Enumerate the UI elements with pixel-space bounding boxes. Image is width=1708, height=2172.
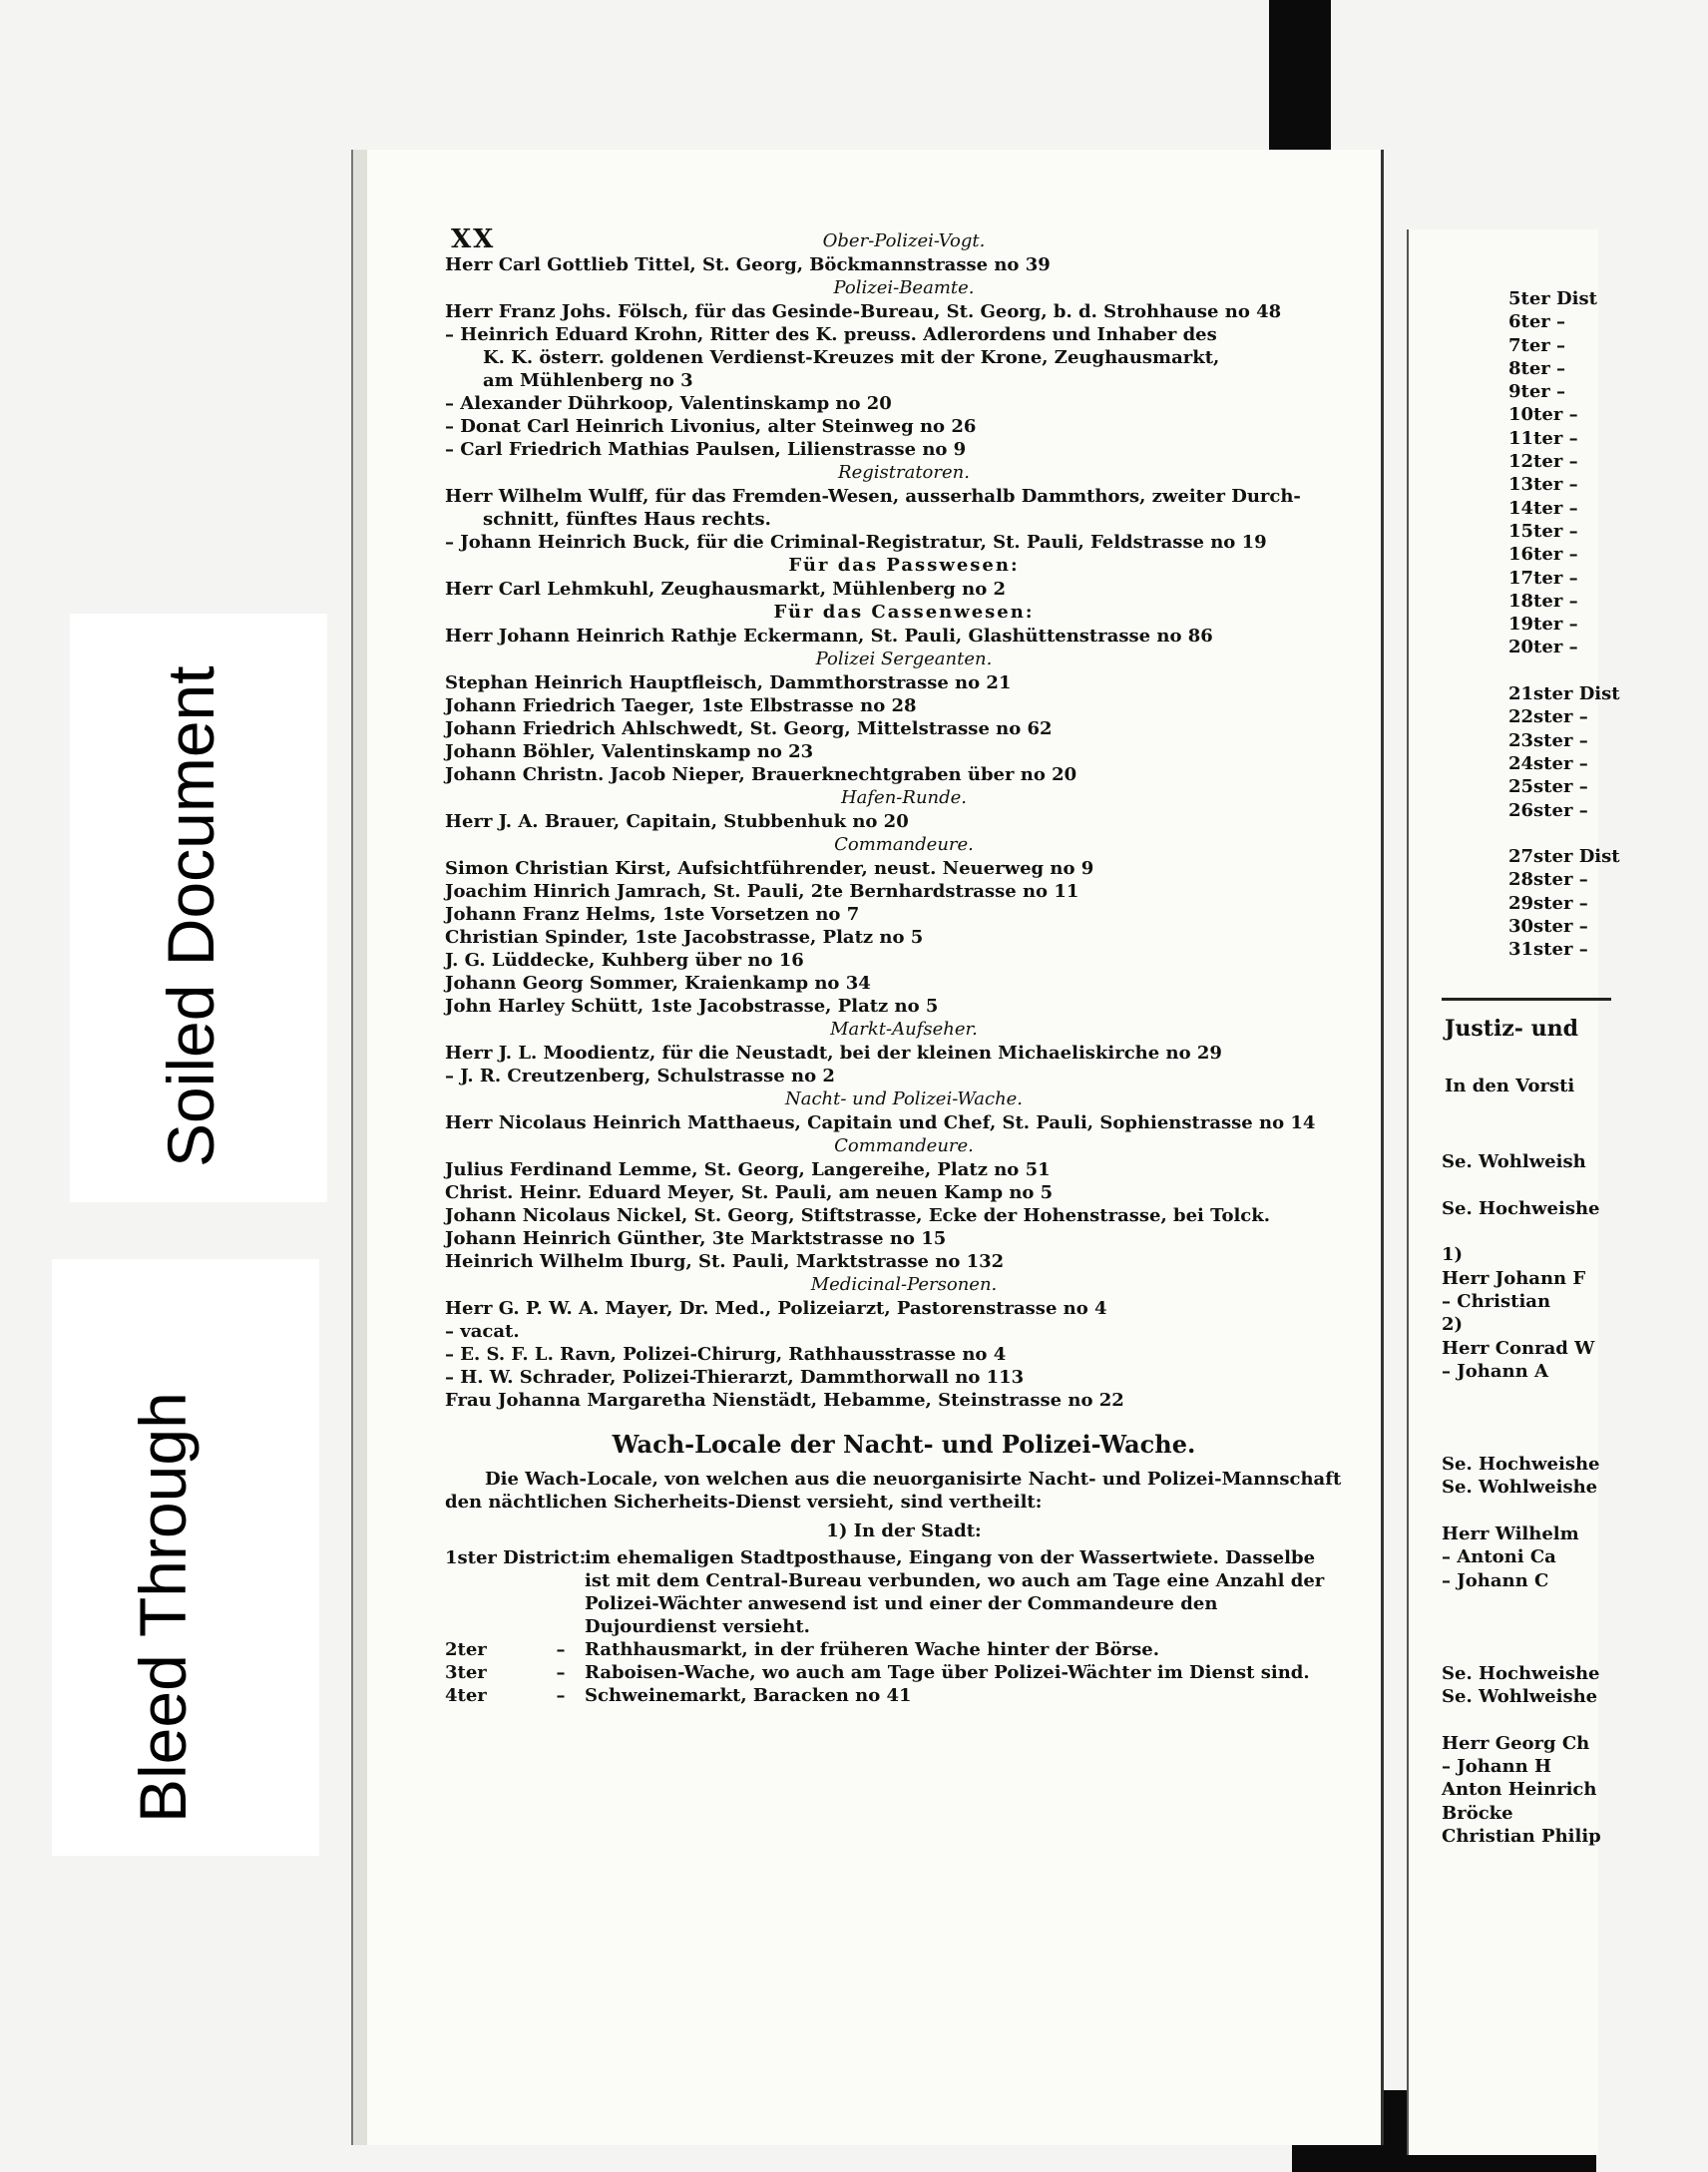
entry-list [445, 229, 1363, 1412]
facing-entry-line: Herr Wilhelm [1442, 1523, 1579, 1545]
facing-district-line: 20ter – [1508, 637, 1578, 658]
facing-entry-line: Anton Heinrich [1442, 1779, 1597, 1801]
page-content [445, 229, 1363, 1707]
bleed-through-label-box [52, 1259, 319, 1856]
facing-entry-line [1442, 1708, 1641, 1731]
section-intro: Die Wach-Locale, von welchen aus die neuorganisirte Nacht- und Polizei-Mannschaft den nächtlichen Sicherheits-Dienst versieht, sind vertheilt: [445, 1469, 1342, 1513]
entry-line: – Donat Carl Heinrich Livonius, alter Steinweg no 26 [445, 416, 977, 437]
entry-line: – E. S. F. L. Ravn, Polizei-Chirurg, Rathhausstrasse no 4 [445, 1344, 1007, 1365]
entry-line: Herr Carl Lehmkuhl, Zeughausmarkt, Mühlenberg no 2 [445, 579, 1007, 600]
soiled-document-label: Soiled Document [154, 665, 227, 1167]
facing-district-line: 15ter – [1508, 520, 1578, 542]
facing-district-line: 10ter – [1508, 404, 1578, 426]
district-name: 4ter [445, 1685, 487, 1706]
facing-entry-line [1442, 1639, 1641, 1662]
entry-line: Herr J. A. Brauer, Capitain, Stubbenhuk no 20 [445, 811, 909, 832]
section-heading: Registratoren. [838, 462, 970, 483]
facing-entry-line: Bröcke [1442, 1802, 1513, 1824]
district-name: 2ter [445, 1639, 487, 1660]
section-heading: Polizei-Beamte. [833, 277, 975, 298]
facing-entry-line [1442, 1430, 1641, 1453]
facing-district-line: 16ter – [1508, 544, 1578, 566]
facing-entry-line [1442, 1220, 1641, 1243]
facing-district-line: 6ter – [1508, 311, 1566, 333]
section-heading: Für das Cassenwesen: [773, 602, 1035, 623]
facing-entry-line [1442, 1407, 1641, 1430]
district-location: Rathhausmarkt, in der früheren Wache hinter der Börse. [585, 1639, 1159, 1660]
district-dash: – [556, 1685, 566, 1706]
entry-line: Johann Heinrich Günther, 3te Marktstrasse no 15 [445, 1228, 947, 1249]
facing-entry-line: Herr Conrad W [1442, 1337, 1595, 1359]
facing-entry-line: Se. Hochweishe [1442, 1197, 1600, 1219]
entry-line: – Carl Friedrich Mathias Paulsen, Lilienstrasse no 9 [445, 439, 967, 460]
facing-district-line: 25ster – [1508, 776, 1588, 798]
entry-line: Herr J. L. Moodientz, für die Neustadt, bei der kleinen Michaeliskirche no 29 [445, 1043, 1222, 1064]
facing-entry-line [1442, 1383, 1641, 1406]
entry-line: Herr Nicolaus Heinrich Matthaeus, Capitain und Chef, St. Pauli, Sophienstrasse no 14 [445, 1112, 1316, 1133]
facing-entry-line [1442, 1615, 1641, 1638]
entry-line: – Alexander Dührkoop, Valentinskamp no 20 [445, 393, 892, 414]
page-number: XX [451, 224, 496, 254]
document-page [351, 150, 1384, 2145]
facing-district-line: 9ter – [1508, 381, 1566, 403]
entry-line: Heinrich Wilhelm Iburg, St. Pauli, Marktstrasse no 132 [445, 1251, 1005, 1272]
facing-heading: Justiz- und [1445, 1016, 1578, 1042]
district-location: Schweinemarkt, Baracken no 41 [585, 1685, 912, 1706]
facing-district-line: 19ter – [1508, 614, 1578, 636]
district-dash: – [556, 1639, 566, 1660]
entry-line: Johann Friedrich Taeger, 1ste Elbstrasse no 28 [445, 695, 917, 716]
facing-entry-line: Se. Wohlweishe [1442, 1477, 1598, 1499]
facing-district-line: 29ster – [1508, 892, 1588, 914]
district-row [445, 1684, 1363, 1707]
district-name: 3ter [445, 1662, 487, 1683]
facing-entry-line: Herr Johann F [1442, 1267, 1586, 1289]
facing-district-line: 5ter Dist [1508, 288, 1597, 309]
facing-rule [1442, 998, 1611, 1001]
entry-line: – vacat. [445, 1321, 520, 1342]
entry-line: Stephan Heinrich Hauptfleisch, Dammthorstrasse no 21 [445, 672, 1012, 693]
entry-line: Simon Christian Kirst, Aufsichtführender, neust. Neuerweg no 9 [445, 858, 1094, 879]
facing-entry-line: 2) [1442, 1314, 1464, 1336]
section-heading: Für das Passwesen: [788, 555, 1020, 576]
facing-district-line: 22ster – [1508, 706, 1588, 728]
facing-district-line: 31ster – [1508, 939, 1588, 961]
facing-subheading: In den Vorsti [1445, 1076, 1575, 1096]
entry-line: Johann Friedrich Ahlschwedt, St. Georg, Mittelstrasse no 62 [445, 718, 1053, 739]
section-heading: Markt-Aufseher. [830, 1019, 978, 1040]
entry-continuation: schnitt, fünftes Haus rechts. [483, 509, 771, 530]
facing-district-line: 30ster – [1508, 916, 1588, 938]
entry-line: Johann Böhler, Valentinskamp no 23 [445, 741, 814, 762]
facing-district-line: 12ter – [1508, 451, 1578, 473]
facing-district-line: 8ter – [1508, 357, 1566, 379]
entry-line: Herr Johann Heinrich Rathje Eckermann, St. Pauli, Glashüttenstrasse no 86 [445, 626, 1213, 647]
entry-line: Julius Ferdinand Lemme, St. Georg, Langereihe, Platz no 51 [445, 1159, 1051, 1180]
district-list [445, 1546, 1363, 1707]
facing-district-list [1508, 287, 1708, 962]
section-heading: Nacht- und Polizei-Wache. [784, 1088, 1024, 1109]
facing-entry-line: – Johann A [1442, 1360, 1548, 1382]
district-dash: – [556, 1662, 566, 1683]
entry-line: John Harley Schütt, 1ste Jacobstrasse, Platz no 5 [445, 996, 939, 1017]
entry-line: Johann Georg Sommer, Kraienkamp no 34 [445, 973, 871, 994]
facing-district-line: 17ter – [1508, 567, 1578, 589]
facing-district-line [1508, 822, 1708, 845]
facing-entry-line [1442, 1127, 1641, 1150]
district-location: Raboisen-Wache, wo auch am Tage über Polizei-Wächter im Dienst sind. [585, 1662, 1310, 1683]
section-heading: Medicinal-Personen. [810, 1274, 998, 1295]
facing-district-line: 24ster – [1508, 752, 1588, 774]
entry-line: Herr Wilhelm Wulff, für das Fremden-Wesen, ausserhalb Dammthors, zweiter Durch- [445, 486, 1301, 507]
section-heading: Commandeure. [834, 1135, 974, 1156]
facing-entry-line [1442, 1500, 1641, 1522]
district-dash [537, 1546, 585, 1638]
entry-line: – Heinrich Eduard Krohn, Ritter des K. preuss. Adlerordens und Inhaber des [445, 324, 1217, 345]
section-heading: Ober-Polizei-Vogt. [822, 230, 986, 251]
district-row [445, 1546, 1363, 1638]
section-heading: Commandeure. [834, 834, 974, 855]
facing-entry-line: Se. Hochweishe [1442, 1662, 1600, 1684]
entry-line: Christian Spinder, 1ste Jacobstrasse, Platz no 5 [445, 927, 924, 948]
facing-entry-line: – Johann H [1442, 1756, 1551, 1778]
soiled-document-label-box [70, 614, 327, 1202]
facing-entry-line: – Johann C [1442, 1569, 1549, 1591]
entry-continuation: am Mühlenberg no 3 [483, 370, 693, 391]
facing-district-line: 7ter – [1508, 334, 1566, 356]
entry-line: J. G. Lüddecke, Kuhberg über no 16 [445, 950, 804, 971]
facing-entry-line: 1) [1442, 1244, 1464, 1266]
entry-continuation: K. K. österr. goldenen Verdienst-Kreuzes mit der Krone, Zeughausmarkt, [483, 347, 1220, 368]
facing-entry-line: Se. Hochweishe [1442, 1454, 1600, 1476]
facing-district-line: 23ster – [1508, 729, 1588, 751]
entry-line: – Johann Heinrich Buck, für die Criminal-Registratur, St. Pauli, Feldstrasse no 19 [445, 532, 1267, 553]
district-name: 1ster District: [445, 1547, 587, 1568]
entry-line: Christ. Heinr. Eduard Meyer, St. Pauli, am neuen Kamp no 5 [445, 1182, 1054, 1203]
facing-entry-line: Se. Wohlweish [1442, 1151, 1586, 1173]
facing-district-line: 21ster Dist [1508, 683, 1620, 705]
district-subheading: 1) In der Stadt: [826, 1520, 982, 1541]
entry-line: Herr Carl Gottlieb Tittel, St. Georg, Böckmannstrasse no 39 [445, 254, 1051, 275]
facing-entry-line: – Christian [1442, 1291, 1551, 1313]
section-heading: Polizei Sergeanten. [815, 649, 993, 669]
entry-line: – H. W. Schrader, Polizei-Thierarzt, Dammthorwall no 113 [445, 1367, 1025, 1388]
facing-district-line: 26ster – [1508, 799, 1588, 821]
facing-district-line: 13ter – [1508, 474, 1578, 496]
district-row [445, 1661, 1363, 1684]
facing-lower-list [1442, 1127, 1641, 1848]
facing-district-line [1508, 659, 1708, 682]
entry-line: Johann Nicolaus Nickel, St. Georg, Stiftstrasse, Ecke der Hohenstrasse, bei Tolck. [445, 1205, 1270, 1226]
district-location: im ehemaligen Stadtposthause, Eingang von der Wassertwiete. Dasselbe ist mit dem Central-Bureau verbunden, wo auch am Tage eine Anzahl der Polizei-Wächter anwesend ist und einer der Commandeure den Dujourdienst versieht. [585, 1547, 1325, 1637]
facing-district-line: 18ter – [1508, 590, 1578, 612]
section-title: Wach-Locale der Nacht- und Polizei-Wache. [612, 1430, 1196, 1459]
facing-entry-line [1442, 1592, 1641, 1615]
facing-page [1407, 229, 1620, 2155]
facing-district-line: 27ster Dist [1508, 846, 1620, 868]
section-heading: Hafen-Runde. [840, 787, 968, 808]
facing-entry-line: Se. Wohlweishe [1442, 1686, 1598, 1708]
facing-entry-line: Herr Georg Ch [1442, 1732, 1590, 1754]
entry-line: Johann Christn. Jacob Nieper, Brauerknechtgraben über no 20 [445, 764, 1077, 785]
facing-district-line: 14ter – [1508, 497, 1578, 519]
entry-line: Herr G. P. W. A. Mayer, Dr. Med., Polizeiarzt, Pastorenstrasse no 4 [445, 1298, 1107, 1319]
facing-district-line: 11ter – [1508, 427, 1578, 449]
scan-border-top-right [1269, 0, 1331, 175]
facing-entry-line: – Antoni Ca [1442, 1546, 1556, 1568]
facing-entry-line [1442, 1174, 1641, 1197]
entry-line: Herr Franz Johs. Fölsch, für das Gesinde-Bureau, St. Georg, b. d. Strohhause no 48 [445, 301, 1282, 322]
entry-line: Johann Franz Helms, 1ste Vorsetzen no 7 [445, 904, 860, 925]
entry-line: Frau Johanna Margaretha Nienstädt, Hebamme, Steinstrasse no 22 [445, 1390, 1124, 1411]
entry-line: – J. R. Creutzenberg, Schulstrasse no 2 [445, 1066, 835, 1086]
district-row [445, 1638, 1363, 1661]
entry-line: Joachim Hinrich Jamrach, St. Pauli, 2te Bernhardstrasse no 11 [445, 881, 1079, 902]
facing-entry-line: Christian Philip [1442, 1825, 1601, 1847]
facing-district-line: 28ster – [1508, 869, 1588, 891]
bleed-through-label: Bleed Through [126, 1392, 200, 1823]
